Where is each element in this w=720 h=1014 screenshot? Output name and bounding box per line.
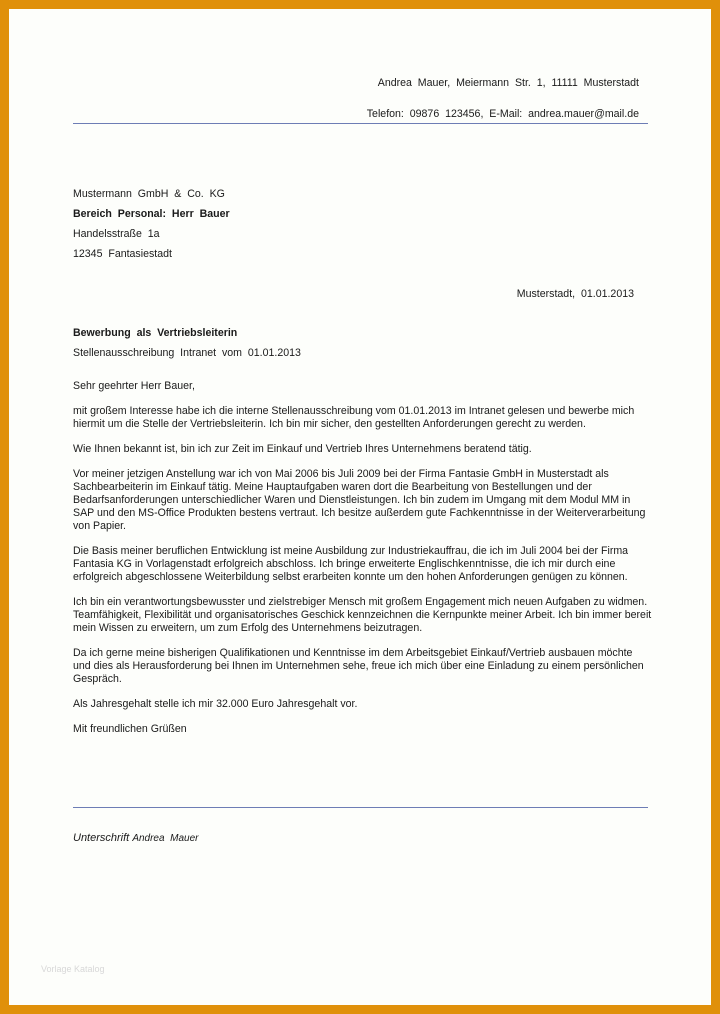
signature-label: Unterschrift (73, 832, 130, 844)
subject-title: Bewerbung als Vertriebsleiterin (73, 327, 238, 339)
sender-contact (9, 108, 639, 121)
header-divider (73, 123, 648, 124)
signature-name: Andrea Mauer (132, 833, 199, 844)
recipient-department: Bereich Personal: Herr Bauer (73, 208, 230, 220)
paragraph: Vor meiner jetzigen Anstellung war ich von Mai 2006 bis Juli 2009 bei der Firma Fantasie GmbH in Musterstadt als Sachbearbeiterin im Einkauf tätig. Meine Hauptaufgaben waren dort die Bearbeitung von Bestellungen und der Bedarfsanforderungen unterschiedlicher Waren und Dienstleistungen. Ich bin zudem im Umgang mit dem Modul MM in SAP und den MS-Office Produkten bestens vertraut. Ich besitze außerdem gute Fachkenntnisse in der Weiterverarbeitung von Papier. (73, 468, 646, 532)
paragraph: mit großem Interesse habe ich die interne Stellenausschreibung vom 01.01.2013 im Intranet gelesen und bewerbe mich hiermit um die Stelle der Vertriebsleiterin. Ich bin mir sicher, den gestellten Anforderungen gerecht zu werden. (73, 405, 635, 430)
signature-line (73, 832, 198, 845)
watermark: Vorlage Katalog (41, 964, 105, 974)
recipient-company: Mustermann GmbH & Co. KG (73, 188, 225, 200)
recipient-block (73, 188, 230, 268)
sender-address (9, 77, 639, 90)
paragraph: Da ich gerne meine bisherigen Qualifikationen und Kenntnisse im dem Arbeitsgebiet Einkauf/Vertrieb ausbauen möchte und dies als Herausforderung bei Ihnen im Unternehmen sehe, freue ich mich über eine Einladung zu einem persönlichen Gespräch. (73, 647, 644, 685)
recipient-street: Handelsstraße 1a (73, 228, 160, 240)
paragraph: Wie Ihnen bekannt ist, bin ich zur Zeit im Einkauf und Vertrieb Ihres Unternehmens beratend tätig. (73, 443, 532, 455)
paragraph: Ich bin ein verantwortungsbewusster und zielstrebiger Mensch mit großem Engagement mich neuen Aufgaben zu widmen. Teamfähigkeit, Flexibilität und organisatorisches Geschick kennzeichnen die Kernpunkte meiner Arbeit. Ich bin immer bereit mein Wissen zu erweitern, um zum Erfolg des Unternehmens beizutragen. (73, 596, 652, 634)
recipient-city: 12345 Fantasiestadt (73, 248, 172, 260)
paragraph: Als Jahresgehalt stelle ich mir 32.000 Euro Jahresgehalt vor. (73, 698, 358, 710)
closing: Mit freundlichen Grüßen (73, 723, 187, 735)
letter-page (9, 9, 711, 1005)
salutation: Sehr geehrter Herr Bauer, (73, 380, 195, 392)
sender-contact-text: Telefon: 09876 123456, E-Mail: andrea.mauer@mail.de (366, 108, 639, 120)
sender-address-text: Andrea Mauer, Meiermann Str. 1, 11111 Musterstadt (377, 77, 639, 89)
signature-divider (73, 807, 648, 808)
paragraph: Die Basis meiner beruflichen Entwicklung ist meine Ausbildung zur Industriekauffrau, die ich im Juli 2004 bei der Firma Fantasia KG in Vorlagenstadt erfolgreich abschloss. Ich bringe erweiterte Englischkenntnisse, die ich mir durch eine erfolgreich abgeschlossene Weiterbildung selbst erarbeiten konnte um den hohen Anforderungen genügen zu können. (73, 545, 629, 583)
date-line: Musterstadt, 01.01.2013 (516, 288, 634, 300)
letter-body (73, 380, 653, 748)
subject-reference: Stellenausschreibung Intranet vom 01.01.2013 (73, 347, 301, 359)
subject-block (73, 327, 301, 367)
